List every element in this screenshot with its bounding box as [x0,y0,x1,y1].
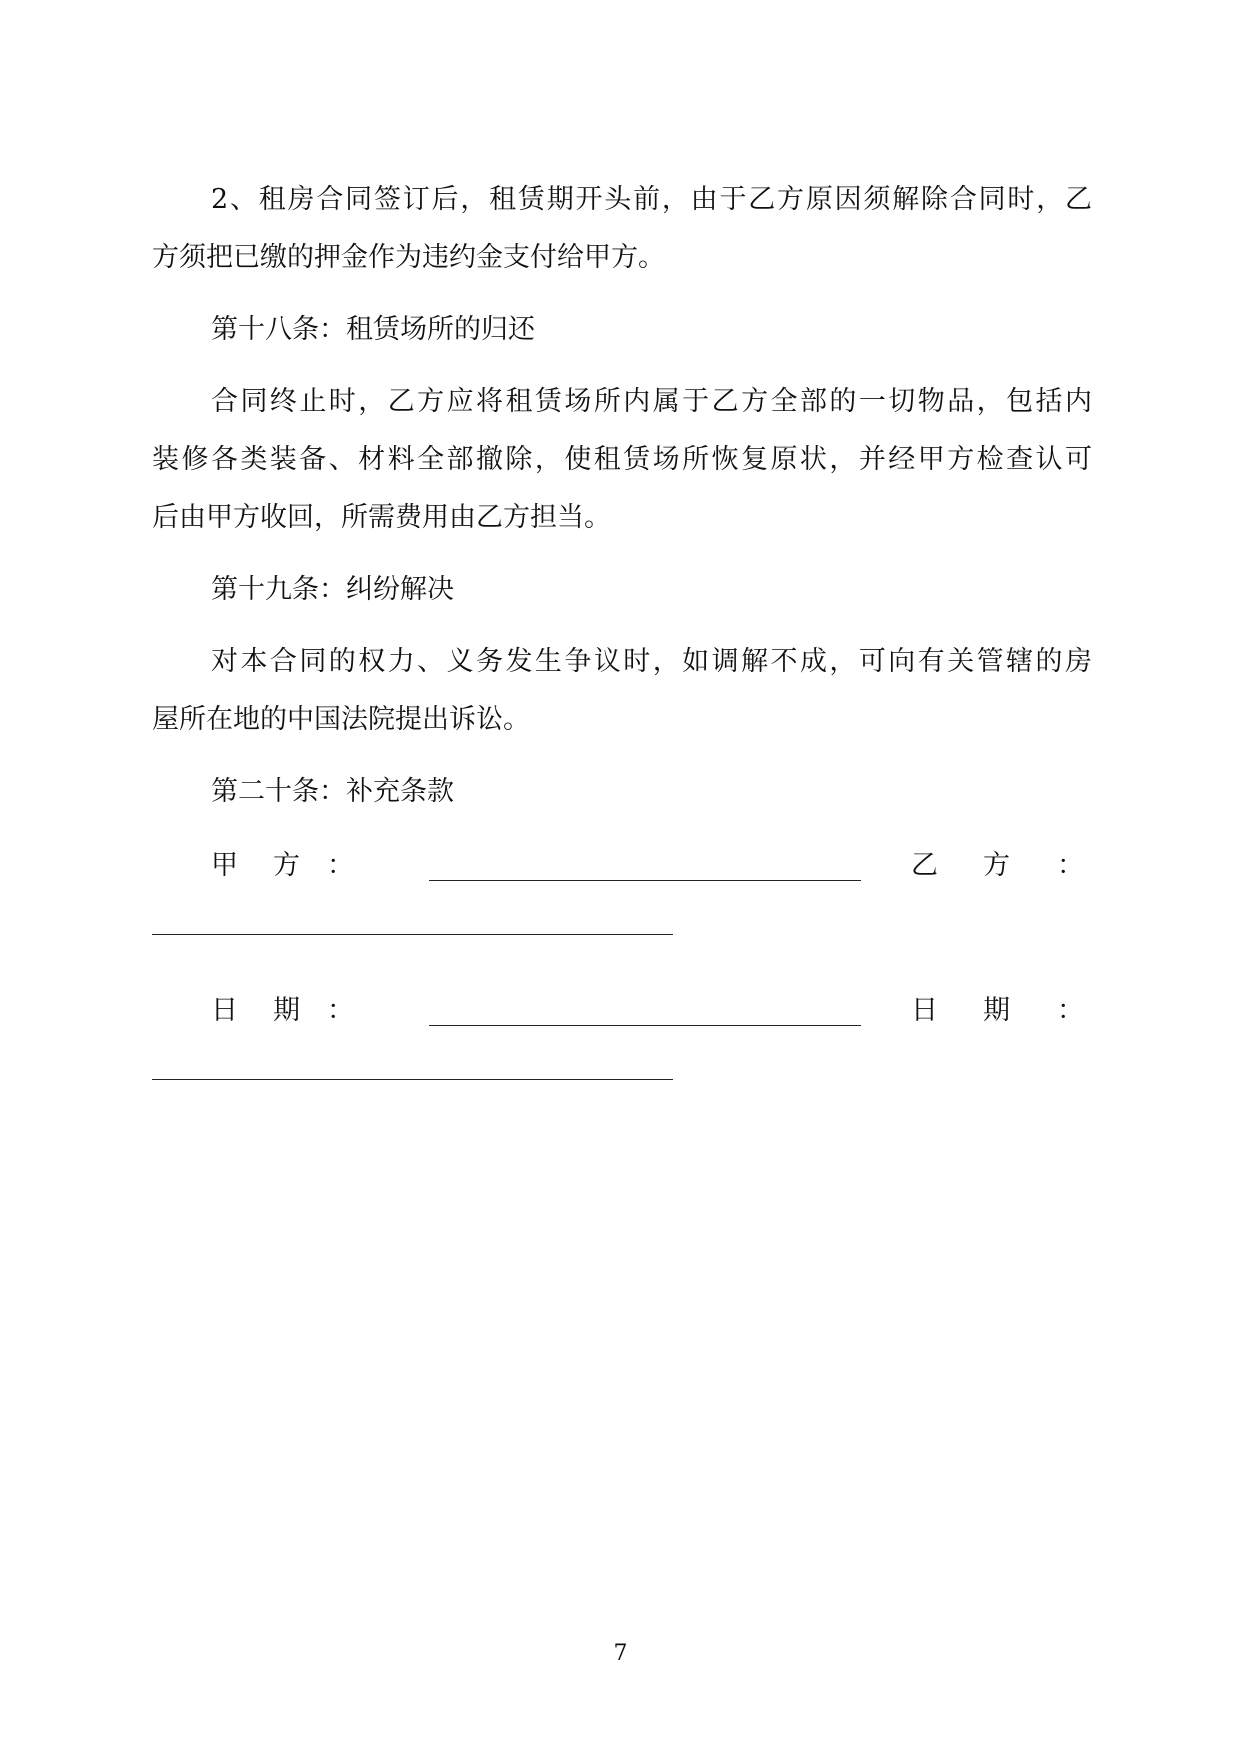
article-heading: 第二十条：补充条款 [211,776,454,807]
date-a-label-char: 日 [211,995,238,1026]
party-b-label-char: 乙 [911,850,938,881]
date-b-label-char: 日 [911,995,938,1026]
party-b-signature-line[interactable] [152,934,673,935]
paragraph-line: 装修各类装备、材料全部撤除，使租赁场所恢复原状，并经甲方检查认可 [152,444,1092,475]
date-a-label-char: 期 [273,995,300,1026]
date-b-label-char: ： [1057,995,1084,1026]
date-a-line[interactable] [429,1025,861,1026]
date-a-label-char: ： [327,995,354,1026]
party-a-label-char: ： [327,850,354,881]
date-b-label-char: 期 [983,995,1010,1026]
article-heading: 第十九条：纠纷解决 [211,574,454,605]
party-b-label-char: ： [1057,850,1084,881]
page-number: 7 [613,1641,628,1666]
paragraph-line: 2、租房合同签订后，租赁期开头前，由于乙方原因须解除合同时，乙 [211,184,1092,215]
article-heading: 第十八条：租赁场所的归还 [211,314,535,345]
party-a-label-char: 方 [273,850,300,881]
paragraph-line: 对本合同的权力、义务发生争议时，如调解不成，可向有关管辖的房 [211,646,1092,677]
paragraph-line: 后由甲方收回，所需费用由乙方担当。 [152,502,611,533]
party-b-label-char: 方 [983,850,1010,881]
paragraph-line: 合同终止时，乙方应将租赁场所内属于乙方全部的一切物品，包括内 [211,386,1092,417]
signature-row-parties [211,850,1092,890]
date-b-line[interactable] [152,1079,673,1080]
party-a-signature-line[interactable] [429,880,861,881]
paragraph-line: 方须把已缴的押金作为违约金支付给甲方。 [152,242,665,273]
party-a-label-char: 甲 [211,850,238,881]
signature-row-dates [211,995,1092,1035]
paragraph-line: 屋所在地的中国法院提出诉讼。 [152,704,530,735]
